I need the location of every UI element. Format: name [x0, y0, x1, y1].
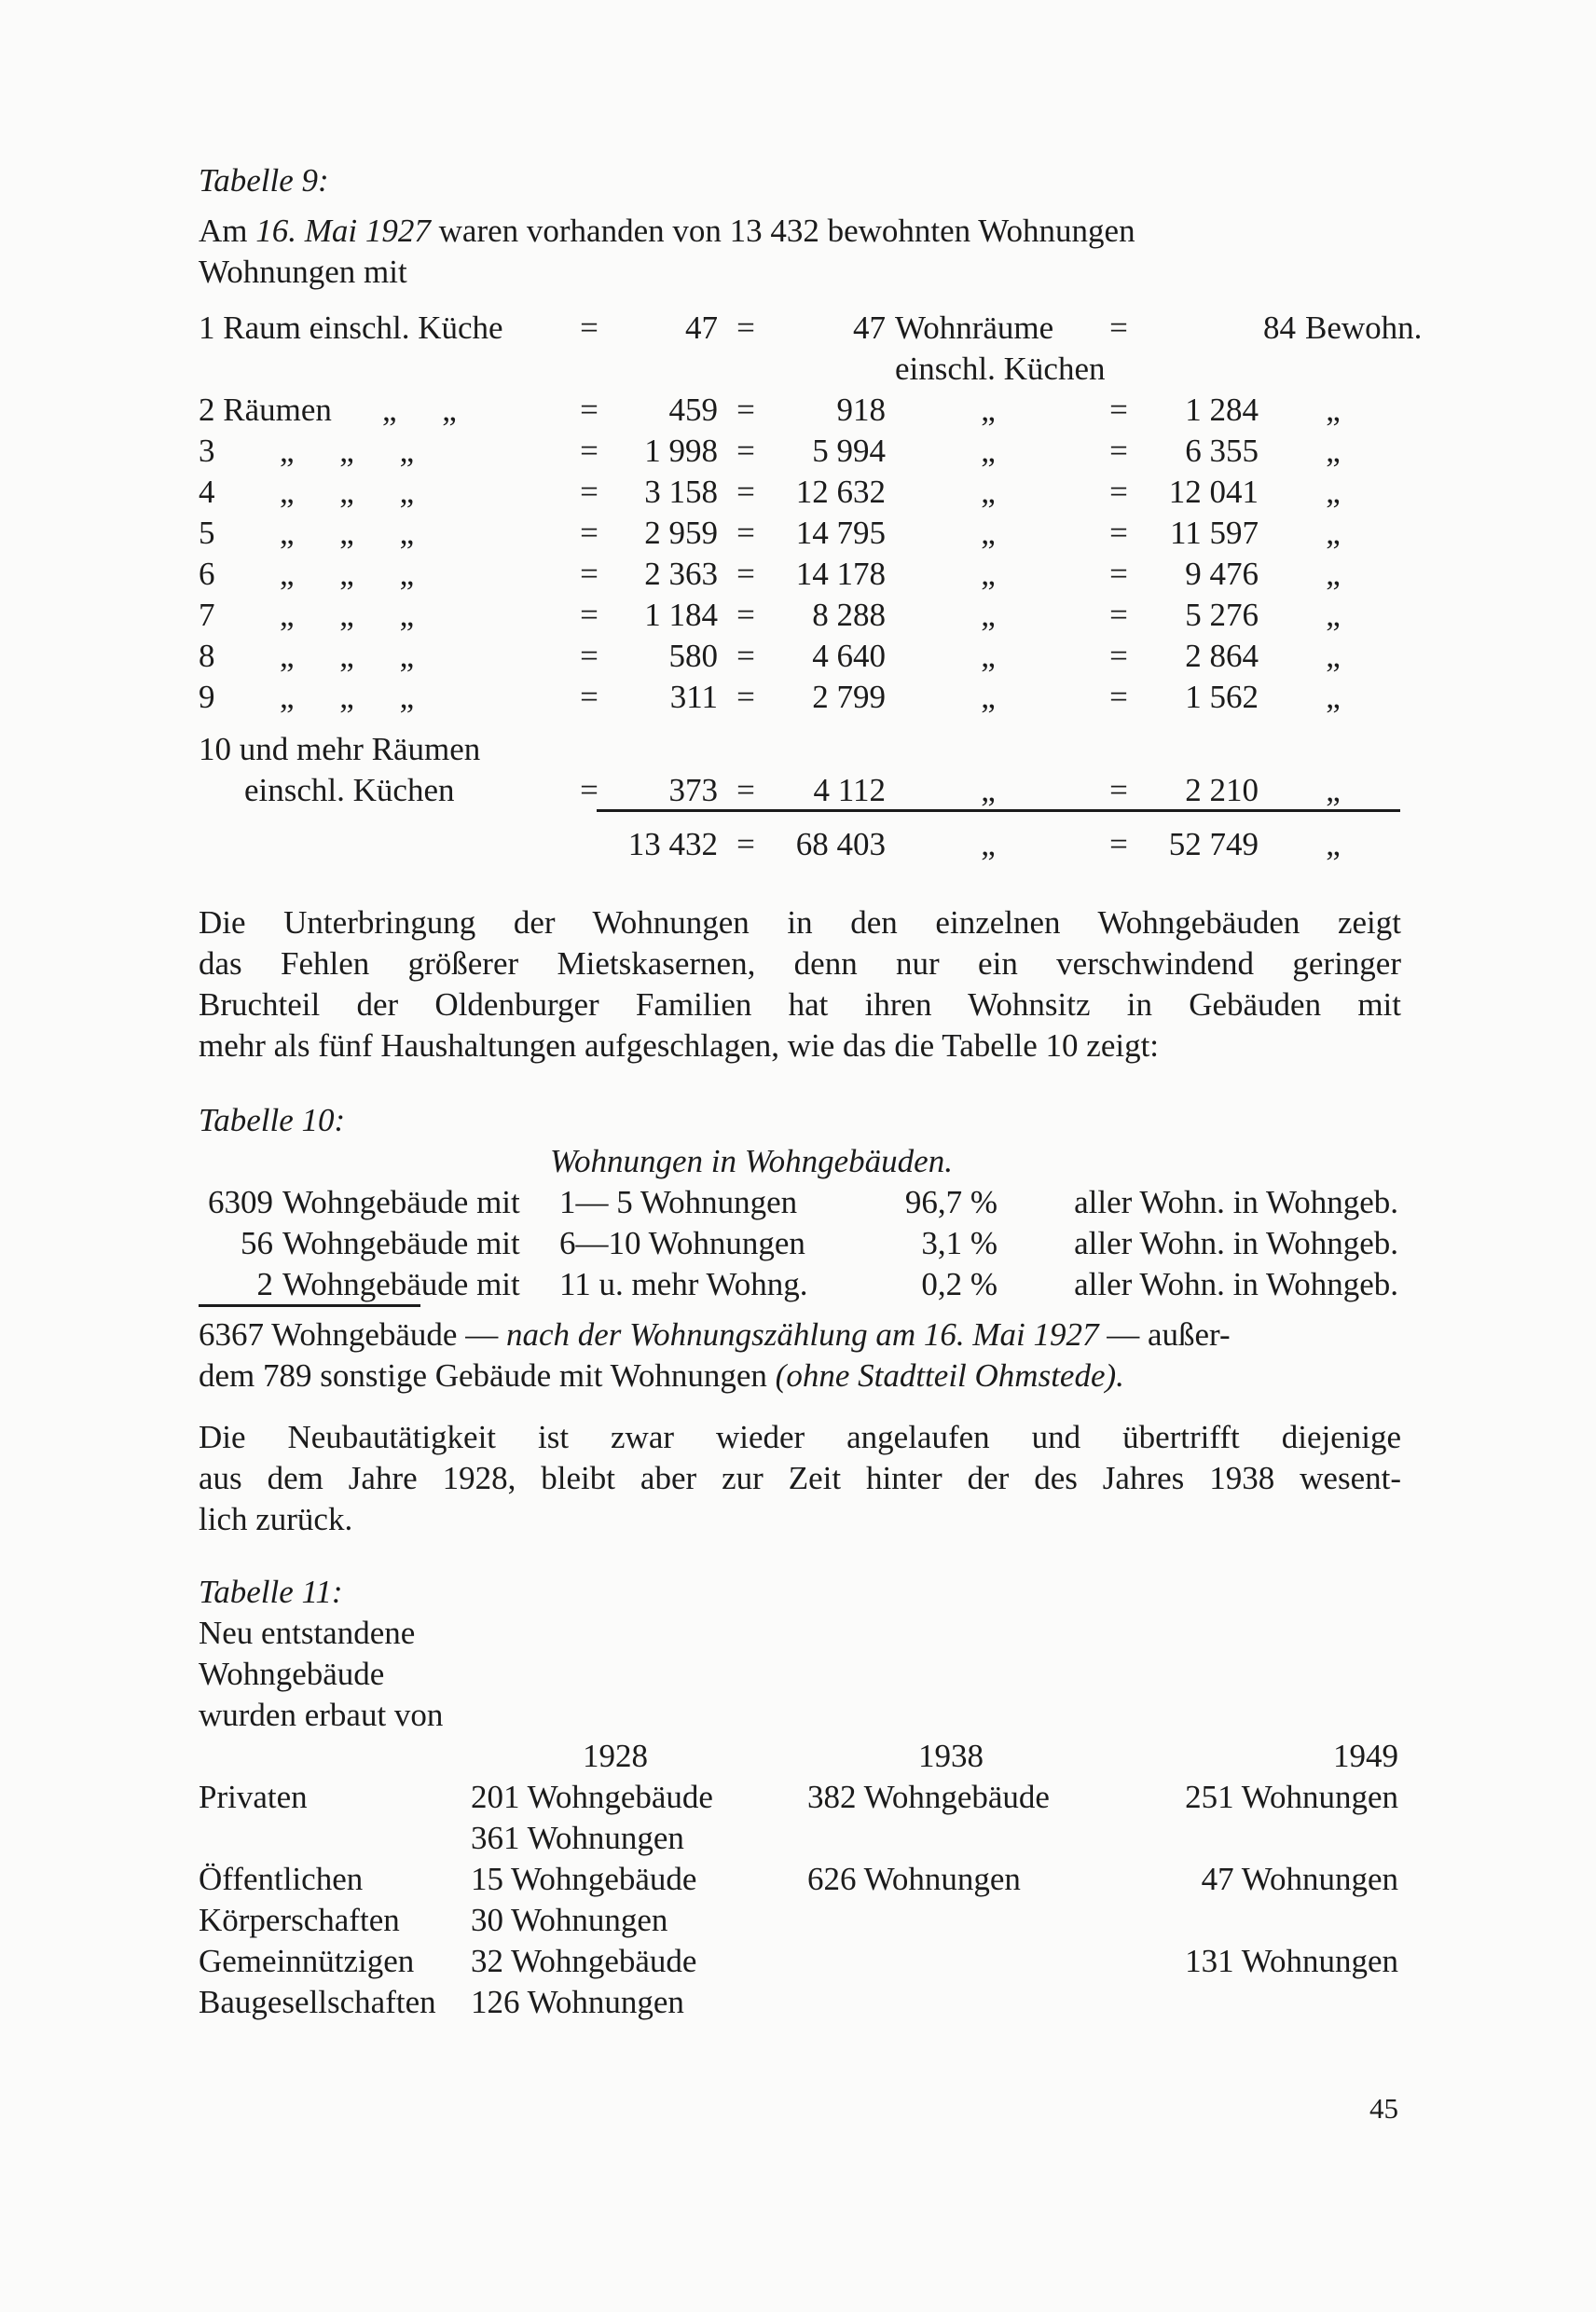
table9-row-rooms: 8 288: [812, 597, 886, 633]
table11-intro-line: Neu entstandene: [199, 1615, 416, 1651]
table10-row-range: 1— 5 Wohnungen: [559, 1184, 798, 1220]
table10-footer-count: 6367 Wohngebäude —: [199, 1316, 499, 1353]
table9-row-rooms: 4 112: [813, 772, 886, 808]
table9-row-punit: „: [1326, 474, 1341, 510]
table9-row-eq3: =: [1109, 515, 1128, 551]
table10-row-text: Wohngebäude mit: [282, 1266, 520, 1302]
table9-row-punit: „: [1326, 679, 1341, 715]
table9-row-label: 5: [199, 515, 215, 551]
table9-row-persons: 1 284: [1185, 392, 1259, 428]
table9-row-rooms: 12 632: [795, 474, 886, 510]
table9-row-persons: 6 355: [1185, 433, 1259, 469]
table9-row-punit: „: [1326, 597, 1341, 633]
table9-row-ditto: „ „: [382, 392, 457, 428]
table9-row-label: 8: [199, 638, 215, 674]
table9-row-eq3: =: [1109, 772, 1128, 808]
table9-row-persons: 1 562: [1185, 679, 1259, 715]
table11-year-1928: 1928: [583, 1738, 648, 1774]
table9-total-rooms: 68 403: [795, 826, 886, 862]
table9-row-punit: „: [1326, 556, 1341, 592]
table11-row-label: Privaten: [199, 1779, 308, 1815]
table9-row-eq2: =: [736, 556, 755, 592]
table9-row-punit: „: [1326, 772, 1341, 808]
table10-row-text: Wohngebäude mit: [282, 1225, 520, 1261]
table10-row-text: Wohngebäude mit: [282, 1184, 520, 1220]
table9-row-unit: „: [981, 597, 996, 633]
paragraph-line: aus dem Jahre 1928, bleibt aber zur Zeit hinter der des Jahres 1938 wesent-: [199, 1460, 1401, 1496]
table9-row-eq1: =: [580, 638, 598, 674]
table9-intro: [199, 211, 1401, 252]
table9-row-persons: 2 864: [1185, 638, 1259, 674]
table9-row-eq1: =: [580, 597, 598, 633]
table9-row-ditto: „ „ „: [280, 679, 415, 715]
table9-intro-am: Am: [199, 213, 248, 249]
table9-row-count: 2 363: [644, 556, 718, 592]
table9-row-persons: 2 210: [1185, 772, 1259, 808]
paragraph-line: das Fehlen größerer Mietskasernen, denn nur ein verschwindend geringer: [199, 945, 1401, 982]
table11-row-label: Körperschaften: [199, 1902, 400, 1938]
table9-row-punit: „: [1326, 515, 1341, 551]
table9-total-count: 13 432: [627, 826, 718, 862]
table10-row-count: 6309: [208, 1184, 273, 1220]
table10-row-pct: 3,1 %: [921, 1225, 998, 1261]
table9-row-unit: „: [981, 433, 996, 469]
table9-row-ditto: „ „ „: [280, 515, 415, 551]
table11-label: Tabelle 11:: [199, 1574, 343, 1610]
table9-row-eq2: =: [736, 433, 755, 469]
table9-row1-sub: einschl. Küchen: [895, 351, 1106, 387]
table9-row-eq2: =: [736, 679, 755, 715]
table11-cell-1928: 32 Wohngebäude: [471, 1943, 697, 1979]
table9-row-eq3: =: [1109, 556, 1128, 592]
table9-row-eq2: =: [736, 772, 755, 808]
table9-row-eq3: =: [1109, 474, 1128, 510]
table9-row-unit: „: [981, 515, 996, 551]
table9-row-persons: 11 597: [1170, 515, 1259, 551]
table9-row-label: 9: [199, 679, 215, 715]
table9-row-count: 580: [668, 638, 718, 674]
table10-rule: [199, 1304, 420, 1307]
table9-row-eq1: =: [580, 679, 598, 715]
table9-row-label: 3: [199, 433, 215, 469]
paragraph-line: Die Neubautätigkeit ist zwar wieder angelaufen und übertrifft diejenige: [199, 1419, 1401, 1455]
table11-cell-1928: 126 Wohnungen: [471, 1984, 684, 2020]
table9-intro-line2: Wohnungen mit: [199, 254, 407, 290]
page-number: 45: [1369, 2092, 1398, 2125]
table11-cell-1928: 30 Wohnungen: [471, 1902, 668, 1938]
table9-row-label: 6: [199, 556, 215, 592]
table9-row-label: 2 Räumen: [199, 392, 332, 428]
table11-cell-1938: 382 Wohngebäude: [807, 1779, 1050, 1815]
table11-year-1949: 1949: [1333, 1738, 1398, 1774]
table10-row-pct: 96,7 %: [904, 1184, 998, 1220]
table9-row-eq3: =: [1109, 638, 1128, 674]
table9-row-label: 4: [199, 474, 215, 510]
table9-row-count: 373: [668, 772, 718, 808]
table9-row-ditto: „ „ „: [280, 597, 415, 633]
table9-row-ditto: „ „ „: [280, 474, 415, 510]
table9-row-count: 2 959: [644, 515, 718, 551]
table9-total-rule: [597, 809, 1400, 812]
table9-row-eq1: =: [580, 515, 598, 551]
table11-cell-1949: 47 Wohnungen: [1201, 1861, 1398, 1897]
table11-intro-line: Wohngebäude: [199, 1656, 385, 1692]
table9-total-eq3: =: [1109, 826, 1128, 862]
table9-row-eq2: =: [736, 474, 755, 510]
table9-row-rooms: 4 640: [812, 638, 886, 674]
table10-footer-italic: nach der Wohnungszählung am 16. Mai 1927: [505, 1316, 1099, 1353]
paragraph-unterbringung: [199, 902, 1401, 1067]
table11-row-label: Gemeinnützigen: [199, 1943, 415, 1979]
table10-row-pct: 0,2 %: [921, 1266, 998, 1302]
table10-row-rest: aller Wohn. in Wohngeb.: [1074, 1225, 1398, 1261]
table9-row-count: 3 158: [644, 474, 718, 510]
table9-row-rooms: 918: [836, 392, 886, 428]
table9-row-rooms: 2 799: [812, 679, 886, 715]
table11-cell-1949: 131 Wohnungen: [1185, 1943, 1398, 1979]
table9-row-eq2: =: [736, 515, 755, 551]
paragraph-line: Bruchteil der Oldenburger Familien hat ihren Wohnsitz in Gebäuden mit: [199, 986, 1401, 1023]
table9-row-eq2: =: [736, 392, 755, 428]
table11-year-1938: 1938: [918, 1738, 984, 1774]
paragraph-line: Die Unterbringung der Wohnungen in den einzelnen Wohngebäuden zeigt: [199, 904, 1401, 941]
table9-intro-date: 16. Mai 1927: [255, 213, 431, 249]
table10-row-range: 11 u. mehr Wohng.: [559, 1266, 808, 1302]
table10-label: Tabelle 10:: [199, 1102, 346, 1138]
table11-row-label: Öffentlichen: [199, 1861, 364, 1897]
table10-row-range: 6—10 Wohnungen: [559, 1225, 805, 1261]
table9-row-count: 311: [669, 679, 718, 715]
table9-row-unit: „: [981, 679, 996, 715]
table9-row-eq2: =: [736, 638, 755, 674]
table9-row-eq1: =: [580, 772, 598, 808]
table10-subtitle: Wohnungen in Wohngebäuden.: [550, 1143, 953, 1179]
table9-row-unit: „: [981, 392, 996, 428]
table9-row-unit: Wohnräume: [895, 310, 1054, 346]
table10-footer-line2b: (ohne Stadtteil Ohmstede).: [775, 1357, 1124, 1394]
table9-row-punit: „: [1326, 392, 1341, 428]
table9-row-eq3: =: [1109, 433, 1128, 469]
table9-row-eq1: =: [580, 392, 598, 428]
table9-row-count: 1 184: [644, 597, 718, 633]
table10-footer-line2a: dem 789 sonstige Gebäude mit Wohnungen: [199, 1357, 767, 1394]
table9-row-eq3: =: [1109, 679, 1128, 715]
table9-row-persons: 9 476: [1185, 556, 1259, 592]
table9-total-persons: 52 749: [1168, 826, 1259, 862]
table9-row-count: 47: [685, 310, 718, 346]
table11-cell-1928: 201 Wohngebäude: [471, 1779, 713, 1815]
table9-row-punit: Bewohn.: [1305, 310, 1423, 346]
table9-row-ditto: „ „ „: [280, 638, 415, 674]
table9-row10-label: 10 und mehr Räumen: [199, 731, 481, 767]
table9-row-eq3: =: [1109, 392, 1128, 428]
table9-row-persons: 84: [1263, 310, 1296, 346]
table9-row-ditto: „ „ „: [280, 433, 415, 469]
table9-row-eq1: =: [580, 310, 598, 346]
paragraph-line: lich zurück.: [199, 1501, 353, 1537]
table11-cell-1928: 361 Wohnungen: [471, 1820, 684, 1856]
table9-row-eq2: =: [736, 310, 755, 346]
table11-row-label: Baugesellschaften: [199, 1984, 436, 2020]
table9-row-ditto: „ „ „: [280, 556, 415, 592]
table9-row-label: einschl. Küchen: [244, 772, 455, 808]
table9-total-unit: „: [981, 826, 996, 862]
table9-total-eq: =: [736, 826, 755, 862]
table10-footer-line1: [199, 1314, 1401, 1356]
table9-row-eq3: =: [1109, 310, 1128, 346]
table9-row-unit: „: [981, 638, 996, 674]
table9-row-rooms: 14 795: [795, 515, 886, 551]
table10-row-rest: aller Wohn. in Wohngeb.: [1074, 1184, 1398, 1220]
table9-row-punit: „: [1326, 433, 1341, 469]
table9-row-count: 1 998: [644, 433, 718, 469]
table10-row-count: 56: [241, 1225, 273, 1261]
table9-row-unit: „: [981, 474, 996, 510]
table9-row-rooms: 47: [853, 310, 886, 346]
table9-row-label: 1 Raum einschl. Küche: [199, 310, 503, 346]
table10-footer-dash: — außer-: [1107, 1316, 1231, 1353]
paragraph-neubautaetigkeit: [199, 1417, 1401, 1540]
table9-row-eq3: =: [1109, 597, 1128, 633]
table9-row-unit: „: [981, 772, 996, 808]
table9-row-persons: 12 041: [1168, 474, 1259, 510]
table9-row-eq1: =: [580, 433, 598, 469]
table9-row-persons: 5 276: [1185, 597, 1259, 633]
table9-label: Tabelle 9:: [199, 162, 329, 199]
table10-row-count: 2: [256, 1266, 273, 1302]
table9-total-punit: „: [1326, 826, 1341, 862]
table10-footer-line2: [199, 1356, 1401, 1397]
table9-row-eq1: =: [580, 474, 598, 510]
table9-row-punit: „: [1326, 638, 1341, 674]
table9-row-count: 459: [668, 392, 718, 428]
table11-cell-1938: 626 Wohnungen: [807, 1861, 1021, 1897]
table9-row-rooms: 14 178: [795, 556, 886, 592]
table9-row-label: 7: [199, 597, 215, 633]
table9-intro-rest: waren vorhanden von 13 432 bewohnten Wohnungen: [438, 213, 1135, 249]
table9-row-unit: „: [981, 556, 996, 592]
table11-intro-line: wurden erbaut von: [199, 1697, 444, 1733]
table11-cell-1928: 15 Wohngebäude: [471, 1861, 697, 1897]
table11-cell-1949: 251 Wohnungen: [1185, 1779, 1398, 1815]
table10-row-rest: aller Wohn. in Wohngeb.: [1074, 1266, 1398, 1302]
paragraph-line: mehr als fünf Haushaltungen aufgeschlagen, wie das die Tabelle 10 zeigt:: [199, 1027, 1160, 1064]
table9-row-eq2: =: [736, 597, 755, 633]
table9-row-rooms: 5 994: [812, 433, 886, 469]
table9-row-eq1: =: [580, 556, 598, 592]
